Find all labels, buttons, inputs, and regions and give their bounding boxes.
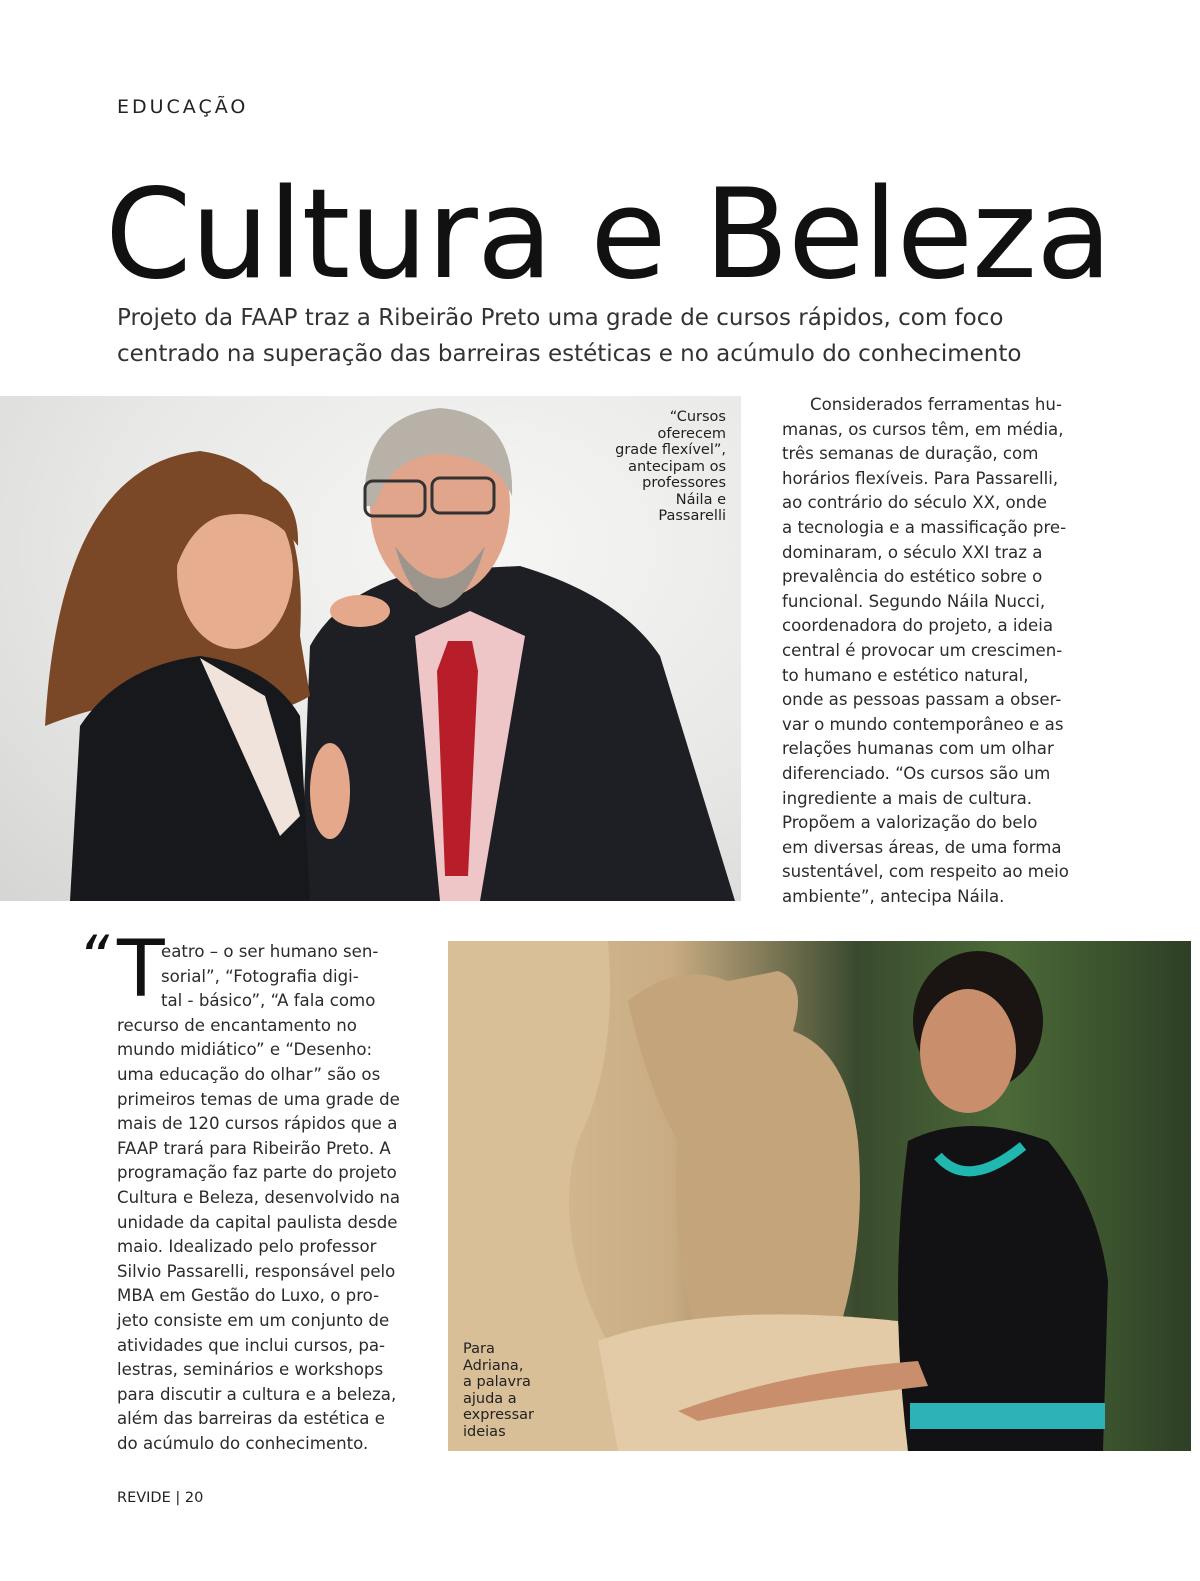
body-line: mais de 120 cursos rápidos que a <box>117 1114 398 1134</box>
body-line: mundo midiático” e “Desenho: <box>117 1040 373 1060</box>
caption-line: ideias <box>463 1423 506 1440</box>
body-line: var o mundo contemporâneo e as <box>782 714 1064 734</box>
deck-line: centrado na superação das barreiras estéticas e no acúmulo do conhecimento <box>117 341 1022 367</box>
caption-line: grade flexível”, <box>615 442 726 458</box>
body-line: ao contrário do século XX, onde <box>782 493 1047 513</box>
body-line: coordenadora do projeto, a ideia <box>782 616 1054 636</box>
body-line: recurso de encantamento no <box>117 1015 357 1035</box>
headline: Cultura e Beleza <box>105 163 1112 307</box>
body-line: eatro – o ser humano sen- <box>161 942 379 961</box>
body-line: MBA em Gestão do Luxo, o pro- <box>117 1286 380 1306</box>
body-column-left <box>117 940 409 1456</box>
body-line: relações humanas com um olhar <box>782 739 1054 759</box>
body-line: uma educação do olhar” são os <box>117 1064 381 1084</box>
caption-line: oferecem <box>657 425 726 442</box>
body-line: em diversas áreas, de uma forma <box>782 837 1062 857</box>
body-line: funcional. Segundo Náila Nucci, <box>782 591 1046 611</box>
body-line: além das barreiras da estética e <box>117 1409 385 1429</box>
body-line: diferenciado. “Os cursos são um <box>782 763 1051 783</box>
body-line: do acúmulo do conhecimento. <box>117 1433 369 1453</box>
body-line: atividades que inclui cursos, pa- <box>117 1335 386 1355</box>
caption-line: Náila e <box>675 491 726 508</box>
body-line: FAAP trará para Ribeirão Preto. A <box>117 1138 391 1158</box>
body-column-right <box>782 393 1074 909</box>
caption-line: expressar <box>463 1407 534 1423</box>
caption-line: antecipam os <box>628 458 726 475</box>
body-line: para discutir a cultura e a beleza, <box>117 1384 397 1404</box>
body-line: a tecnologia e a massificação pre- <box>782 517 1067 537</box>
photo-sculpture-woman <box>448 941 1191 1451</box>
body-line: maio. Idealizado pelo professor <box>117 1237 377 1257</box>
body-line: dominaram, o século XXI traz a <box>782 542 1043 562</box>
body-line: manas, os cursos têm, em média, <box>782 419 1064 439</box>
caption-line: Para <box>463 1341 495 1357</box>
body-line: Silvio Passarelli, responsável pelo <box>117 1261 396 1281</box>
deck-line: Projeto da FAAP traz a Ribeirão Preto uma grade de cursos rápidos, com foco <box>117 305 1004 331</box>
body-line: Propõem a valorização do belo <box>782 813 1038 833</box>
caption-line: Passarelli <box>658 508 726 524</box>
section-label: EDUCAÇÃO <box>117 96 249 118</box>
caption-line: ajuda a <box>463 1390 517 1407</box>
body-line: sorial”, “Fotografia digi- <box>161 966 359 986</box>
caption-top <box>615 409 726 525</box>
body-line: sustentável, com respeito ao meio <box>782 862 1069 882</box>
caption-line: a palavra <box>463 1374 531 1390</box>
body-line: unidade da capital paulista desde <box>117 1212 398 1232</box>
caption-line: professores <box>642 475 726 491</box>
caption-line: “Cursos <box>669 409 726 425</box>
body-line: Considerados ferramentas hu- <box>810 395 1062 414</box>
caption-bottom <box>463 1341 534 1440</box>
body-line: horários flexíveis. Para Passarelli, <box>782 468 1059 488</box>
drop-cap: T <box>117 925 165 1015</box>
body-line: primeiros temas de uma grade de <box>117 1089 400 1109</box>
body-line: três semanas de duração, com <box>782 444 1039 464</box>
body-line: onde as pessoas passam a obser- <box>782 690 1062 710</box>
body-line: prevalência do estético sobre o <box>782 567 1043 587</box>
body-line: programação faz parte do projeto <box>117 1163 397 1183</box>
body-line: central é provocar um crescimen- <box>782 640 1063 660</box>
body-line: lestras, seminários e workshops <box>117 1360 384 1380</box>
quote-mark: “ <box>78 923 110 993</box>
body-line: tal - básico”, “A fala como <box>161 991 376 1011</box>
body-line: Cultura e Beleza, desenvolvido na <box>117 1187 401 1207</box>
photo-sculpture-illustration <box>448 941 1191 1451</box>
body-line: jeto consiste em um conjunto de <box>117 1310 390 1330</box>
deck <box>117 300 1022 372</box>
page-folio: REVIDE | 20 <box>117 1490 204 1506</box>
body-line: ambiente”, antecipa Náila. <box>782 886 1005 906</box>
body-line: to humano e estético natural, <box>782 665 1029 685</box>
body-line: ingrediente a mais de cultura. <box>782 788 1033 808</box>
caption-line: Adriana, <box>463 1357 524 1374</box>
